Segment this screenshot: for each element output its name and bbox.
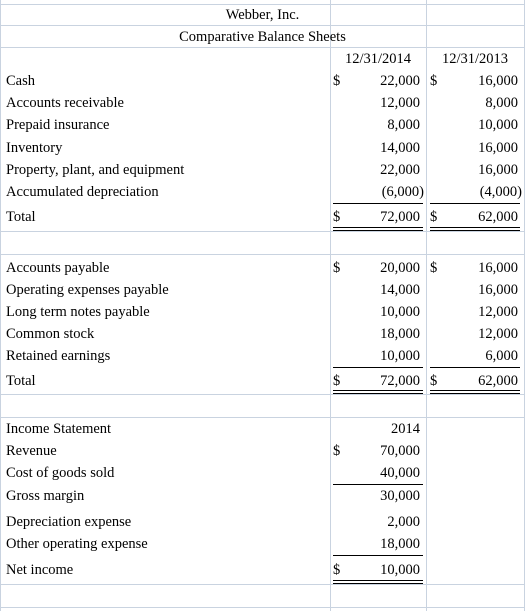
value-2013: 16,000 [478, 282, 518, 298]
row-label: Cash [6, 73, 35, 89]
dollar-sign: $ [333, 260, 341, 276]
value-2013: 16,000 [478, 260, 518, 276]
double-rule [333, 390, 423, 394]
value-2013: 8,000 [485, 95, 518, 111]
column-header-year: 2014 [391, 421, 420, 437]
dollar-sign: $ [430, 373, 438, 389]
value-2014: 70,000 [380, 443, 420, 459]
value-2014: 40,000 [380, 465, 420, 481]
subtotal-rule [333, 484, 423, 485]
row-label: Gross margin [6, 488, 85, 504]
total-2014: 72,000 [380, 209, 420, 225]
section-title: Income Statement [6, 421, 112, 437]
dollar-sign: $ [333, 443, 341, 459]
grid-line [0, 584, 525, 585]
value-2014: 14,000 [380, 140, 420, 156]
dollar-sign: $ [333, 373, 341, 389]
value-2014: 18,000 [380, 326, 420, 342]
row-label: Retained earnings [6, 348, 111, 364]
value-2014: 10,000 [380, 348, 420, 364]
total-2014: 72,000 [380, 373, 420, 389]
row-label: Long term notes payable [6, 304, 150, 320]
value-2014: 8,000 [387, 117, 420, 133]
subtotal-rule [333, 367, 423, 368]
row-label: Operating expenses payable [6, 282, 169, 298]
grid-line [0, 0, 1, 611]
double-rule [333, 227, 423, 231]
row-label: Prepaid insurance [6, 117, 110, 133]
value-2014: 20,000 [380, 260, 420, 276]
grid-line [0, 47, 525, 48]
grid-line [0, 607, 525, 608]
grid-line [0, 254, 525, 255]
dollar-sign: $ [333, 562, 341, 578]
row-label: Accumulated depreciation [6, 184, 159, 200]
total-2013: 62,000 [478, 373, 518, 389]
row-label: Accounts receivable [6, 95, 124, 111]
value-2013: 12,000 [478, 304, 518, 320]
value-2013: 12,000 [478, 326, 518, 342]
row-label: Other operating expense [6, 536, 148, 552]
double-rule [333, 580, 423, 584]
grid-line [0, 25, 525, 26]
value-2013: 16,000 [478, 140, 518, 156]
value-2013: 6,000 [485, 348, 518, 364]
value-2013: (4,000) [479, 184, 522, 200]
row-label: Property, plant, and equipment [6, 162, 185, 178]
net-income-label: Net income [6, 562, 74, 578]
total-label: Total [6, 373, 36, 389]
value-2014: 12,000 [380, 95, 420, 111]
net-income-value: 10,000 [380, 562, 420, 578]
value-2014: 18,000 [380, 536, 420, 552]
double-rule [430, 390, 520, 394]
subtotal-rule [333, 203, 423, 204]
value-2013: 16,000 [478, 73, 518, 89]
value-2013: 10,000 [478, 117, 518, 133]
total-label: Total [6, 209, 36, 225]
grid-line [0, 394, 525, 395]
column-header-2014: 12/31/2014 [344, 51, 412, 67]
page-title: Comparative Balance Sheets [179, 29, 346, 45]
value-2014: (6,000) [381, 184, 424, 200]
row-label: Accounts payable [6, 260, 110, 276]
row-label: Revenue [6, 443, 57, 459]
value-2014: 30,000 [380, 488, 420, 504]
column-header-2013: 12/31/2013 [441, 51, 509, 67]
subtotal-rule [333, 555, 423, 556]
value-2014: 22,000 [380, 73, 420, 89]
value-2014: 14,000 [380, 282, 420, 298]
row-label: Cost of goods sold [6, 465, 115, 481]
grid-line [0, 4, 525, 5]
dollar-sign: $ [430, 260, 438, 276]
grid-line [0, 231, 525, 232]
grid-line [426, 0, 427, 611]
grid-line [330, 0, 331, 611]
subtotal-rule [430, 203, 520, 204]
value-2014: 2,000 [387, 514, 420, 530]
grid-line [0, 417, 525, 418]
dollar-sign: $ [333, 209, 341, 225]
dollar-sign: $ [430, 209, 438, 225]
value-2013: 16,000 [478, 162, 518, 178]
double-rule [430, 227, 520, 231]
value-2014: 22,000 [380, 162, 420, 178]
row-label: Inventory [6, 140, 63, 156]
company-name: Webber, Inc. [225, 7, 300, 23]
total-2013: 62,000 [478, 209, 518, 225]
dollar-sign: $ [333, 73, 341, 89]
value-2014: 10,000 [380, 304, 420, 320]
dollar-sign: $ [430, 73, 438, 89]
subtotal-rule [430, 367, 520, 368]
row-label: Common stock [6, 326, 95, 342]
row-label: Depreciation expense [6, 514, 132, 530]
